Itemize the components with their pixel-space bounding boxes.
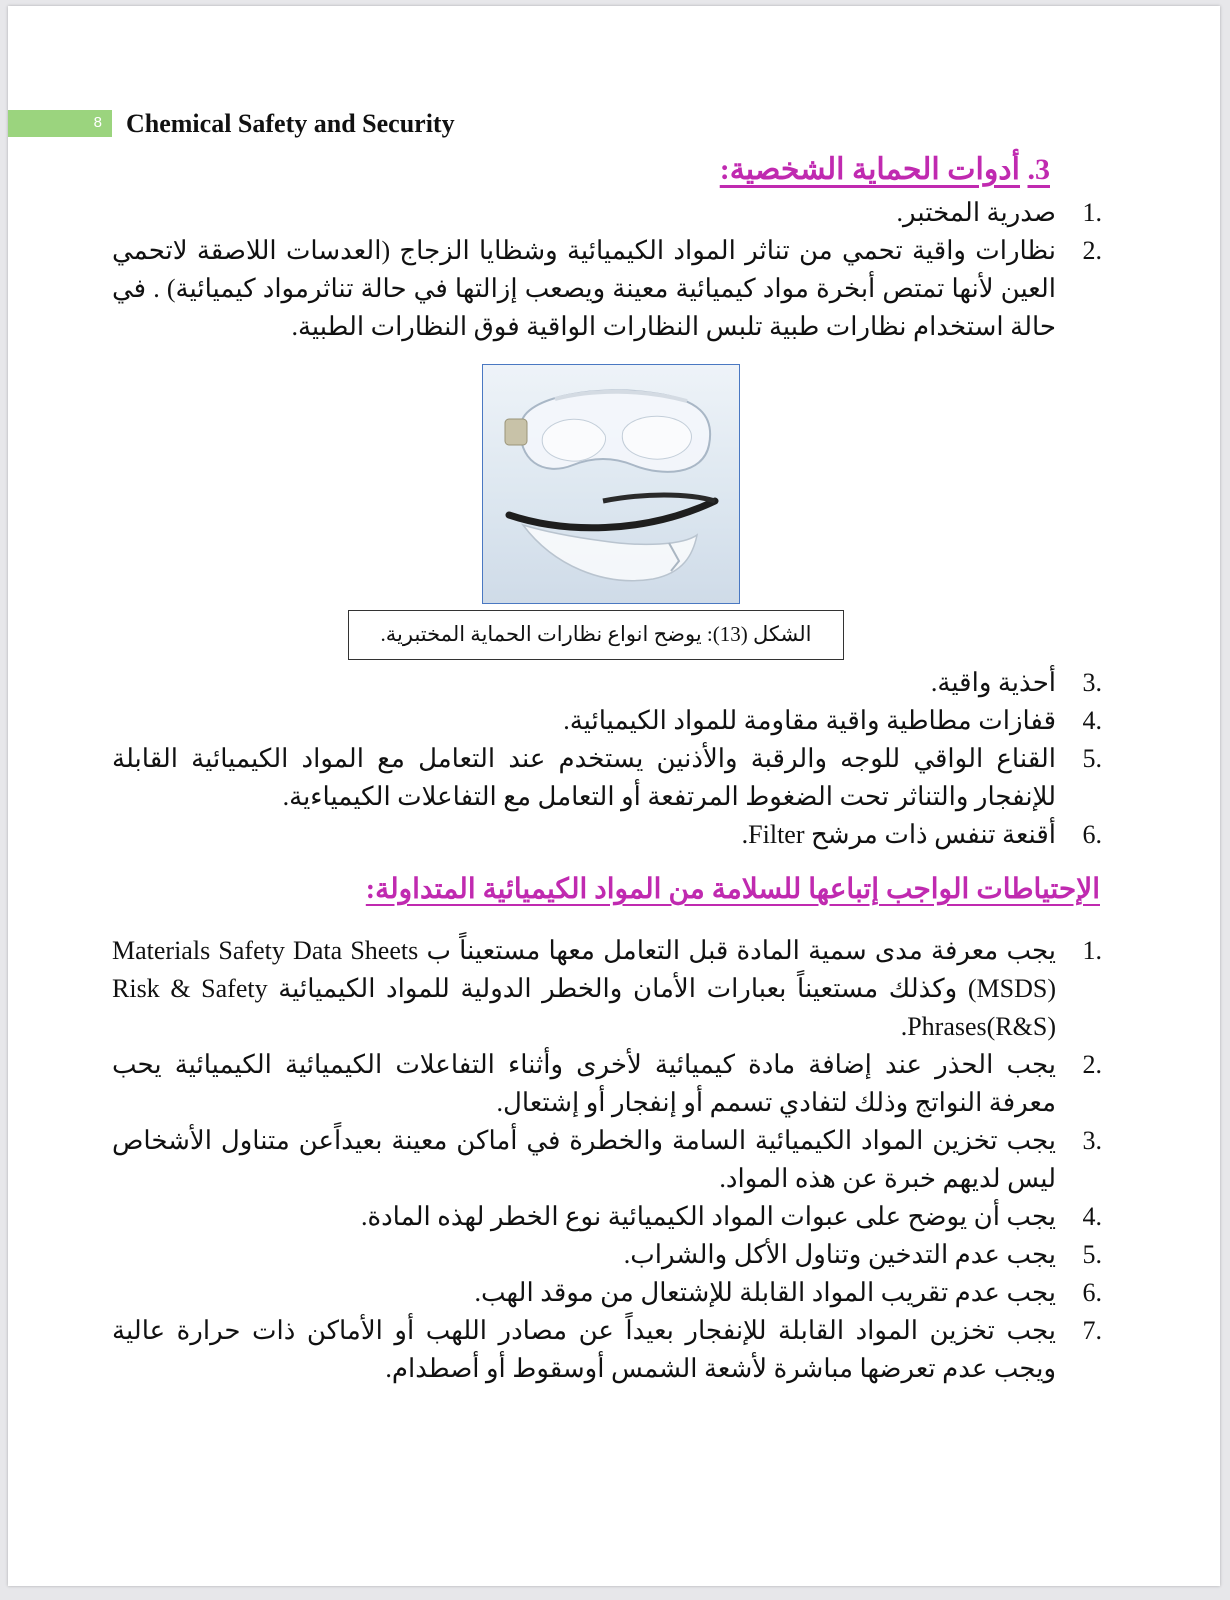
list-item-text: يجب تخزين المواد الكيميائية السامة والخطرة في أماكن معينة بعيداًعن متناول الأشخاص ليس لديهم خبرة عن هذه المواد.: [112, 1126, 1056, 1193]
list-item-number: 2.: [1082, 1050, 1102, 1079]
list-item-text: يجب معرفة مدى سمية المادة قبل التعامل معها مستعيناً ب Materials Safety Data Sheets (MSDS) وكذلك مستعيناً بعبارات الأمان والخطر الدولية للمواد الكيميائية Risk & Safety Phrases(R&S).: [112, 936, 1056, 1041]
list-item-number: 6.: [1082, 1278, 1102, 1307]
list-item-text: يجب عدم تقريب المواد القابلة للإشتعال من موقد الهب.: [474, 1278, 1056, 1307]
page-number: 8: [93, 114, 102, 131]
list-item-number: 5.: [1082, 744, 1102, 773]
list-item: [112, 1198, 1102, 1236]
list-item-number: 6.: [1082, 820, 1102, 849]
list-item-number: 3.: [1082, 1126, 1102, 1155]
list-item-text: أقنعة تنفس ذات مرشح Filter.: [741, 820, 1056, 849]
list-item: [112, 1046, 1102, 1122]
section-heading-ppe: [720, 152, 1050, 187]
precautions-list: [112, 932, 1102, 1388]
ppe-list-a: [112, 194, 1102, 346]
list-item: [112, 816, 1102, 854]
list-item-number: 4.: [1082, 1202, 1102, 1231]
list-item: [112, 1122, 1102, 1198]
list-item: [112, 1236, 1102, 1274]
list-item-number: 3.: [1082, 668, 1102, 697]
list-item: [112, 1312, 1102, 1388]
running-header-title: Chemical Safety and Security: [126, 109, 455, 138]
list-item-text: صدرية المختبر.: [896, 198, 1056, 227]
list-item: [112, 664, 1102, 702]
list-item: [112, 702, 1102, 740]
list-item: [112, 1274, 1102, 1312]
list-item-number: 1.: [1082, 198, 1102, 227]
list-item-text: نظارات واقية تحمي من تناثر المواد الكيميائية وشظايا الزجاج (العدسات اللاصقة لاتحمي العين لأنها تمتص أبخرة مواد كيميائية معينة ويصعب إزالتها في حالة تناثرمواد كيميائية) . في حالة استخدام نظارات طبية تلبس النظارات الواقية فوق النظارات الطبية.: [112, 236, 1056, 341]
section-title: أدوات الحماية الشخصية:: [719, 153, 1020, 186]
list-item-text: يجب عدم التدخين وتناول الأكل والشراب.: [623, 1240, 1056, 1269]
list-item-number: 5.: [1082, 1240, 1102, 1269]
list-item-number: 7.: [1082, 1316, 1102, 1345]
list-item-number: 2.: [1082, 236, 1102, 265]
goggles-illustration: [483, 365, 739, 603]
list-item-text: أحذية واقية.: [930, 668, 1056, 697]
list-item-text: يجب الحذر عند إضافة مادة كيميائية لأخرى وأثناء التفاعلات الكيميائية الكيميائية يحب معرفة النواتج وذلك لتفادي تسمم أو إنفجار أو إشتعال.: [112, 1050, 1056, 1117]
page-number-tab: [8, 110, 112, 137]
list-item: [112, 932, 1102, 1046]
ppe-list-b: [112, 664, 1102, 854]
section-number: 3.: [1027, 153, 1050, 186]
figure-caption: الشكل (13): يوضح انواع نظارات الحماية المختبرية.: [348, 610, 844, 660]
list-item-text: يجب أن يوضح على عبوات المواد الكيميائية نوع الخطر لهذه المادة.: [360, 1202, 1056, 1231]
list-item-number: 4.: [1082, 706, 1102, 735]
document-page: [8, 6, 1220, 1586]
list-item-number: 1.: [1082, 936, 1102, 965]
list-item-text: القناع الواقي للوجه والرقبة والأذنين يستخدم عند التعامل مع المواد الكيميائية القابلة للإنفجار والتناثر تحت الضغوط المرتفعة أو التعامل مع التفاعلات الكيمياءية.: [112, 744, 1056, 811]
list-item: [112, 232, 1102, 346]
safety-goggles-image: [482, 364, 740, 604]
list-item: [112, 194, 1102, 232]
list-item-text: يجب تخزين المواد القابلة للإنفجار بعيداً عن مصادر اللهب أو الأماكن ذات حرارة عالية ويجب عدم تعرضها مباشرة لأشعة الشمس أوسقوط أو أصطدام.: [112, 1316, 1056, 1383]
list-item-text: قفازات مطاطية واقية مقاومة للمواد الكيميائية.: [563, 706, 1056, 735]
section-heading-precautions: الإحتياطات الواجب إتباعها للسلامة من المواد الكيميائية المتداولة:: [365, 874, 1100, 905]
list-item: [112, 740, 1102, 816]
